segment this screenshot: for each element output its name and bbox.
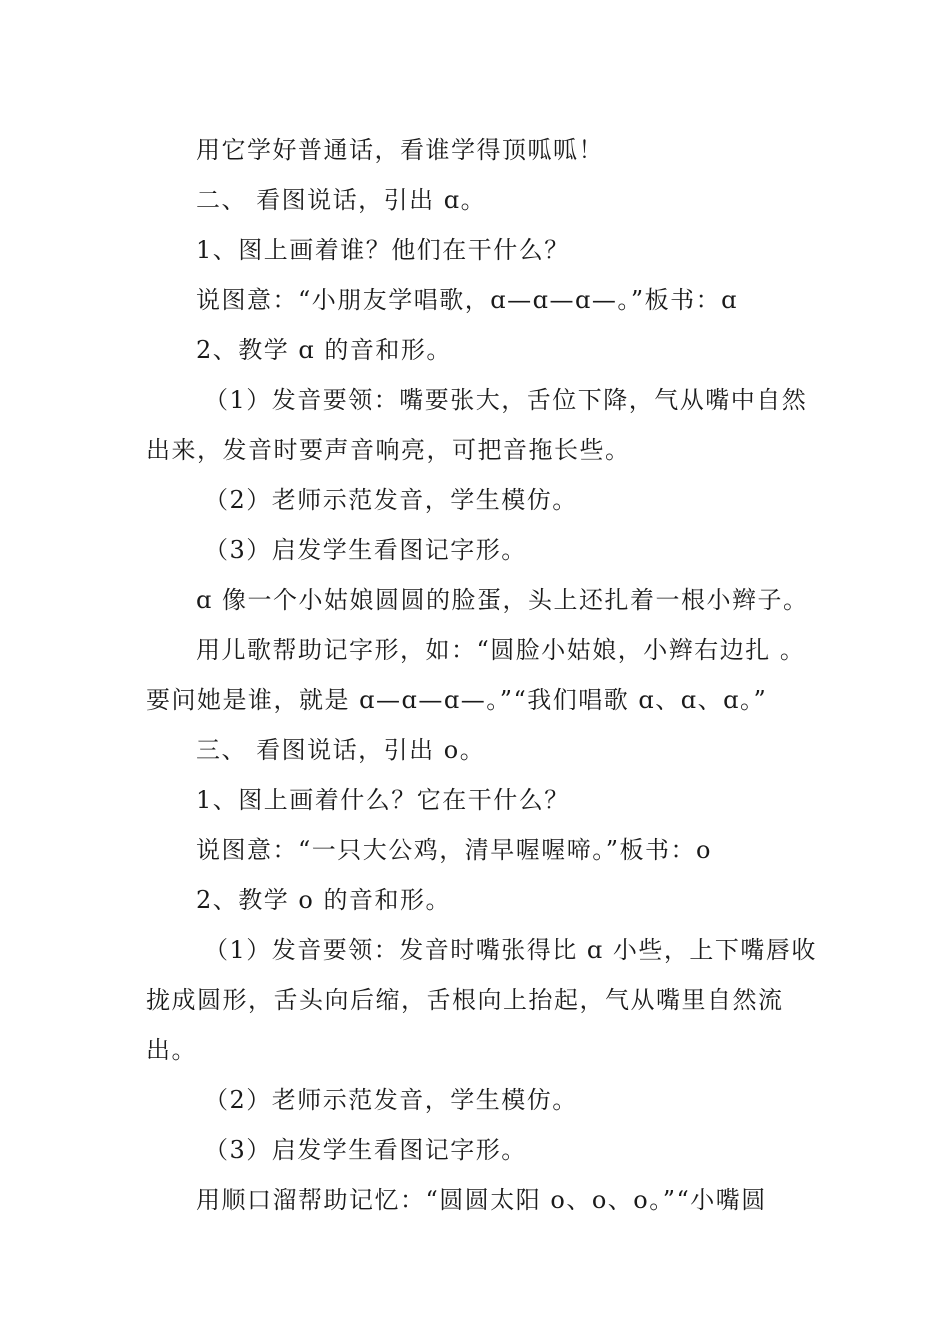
- text-line: 用它学好普通话，看谁学得顶呱呱！: [196, 136, 604, 164]
- text-line: （2）老师示范发音，学生模仿。: [204, 486, 578, 514]
- text-line: ɑ 像一个小姑娘圆圆的脸蛋，头上还扎着一根小辫子。: [196, 586, 809, 614]
- text-line: 2、教学 ɑ 的音和形。: [196, 336, 452, 364]
- text-line: 拢成圆形，舌头向后缩，舌根向上抬起，气从嘴里自然流: [146, 986, 784, 1014]
- text-line: 用顺口溜帮助记忆：“圆圆太阳 o、o、o。”“小嘴圆: [196, 1186, 767, 1214]
- text-line: 2、教学 o 的音和形。: [196, 886, 451, 914]
- document-body: [146, 125, 826, 1225]
- text-line: 用儿歌帮助记字形，如：“圆脸小姑娘，小辫右边扎 。: [196, 636, 806, 664]
- text-line: 说图意：“一只大公鸡，清早喔喔啼。”板书：o: [196, 836, 712, 864]
- section-heading: 二、 看图说话，引出 ɑ。: [196, 186, 487, 214]
- text-line: 1、图上画着谁？他们在干什么？: [196, 236, 570, 264]
- text-line: 1、图上画着什么？它在干什么？: [196, 786, 570, 814]
- text-line: 出。: [146, 1036, 197, 1064]
- text-line: （2）老师示范发音，学生模仿。: [204, 1086, 578, 1114]
- text-line: （3）启发学生看图记字形。: [204, 536, 527, 564]
- text-line: 说图意：“小朋友学唱歌，ɑ—ɑ—ɑ—。”板书：ɑ: [196, 286, 738, 314]
- text-line: （1）发音要领：发音时嘴张得比 ɑ 小些，上下嘴唇收: [204, 936, 817, 964]
- section-heading: 三、 看图说话，引出 o。: [196, 736, 486, 764]
- text-line: （1）发音要领：嘴要张大，舌位下降，气从嘴中自然: [204, 386, 808, 414]
- text-line: （3）启发学生看图记字形。: [204, 1136, 527, 1164]
- text-line: 要问她是谁，就是 ɑ—ɑ—ɑ—。”“我们唱歌 ɑ、ɑ、ɑ。”: [146, 686, 768, 714]
- text-line: 出来，发音时要声音响亮，可把音拖长些。: [146, 436, 631, 464]
